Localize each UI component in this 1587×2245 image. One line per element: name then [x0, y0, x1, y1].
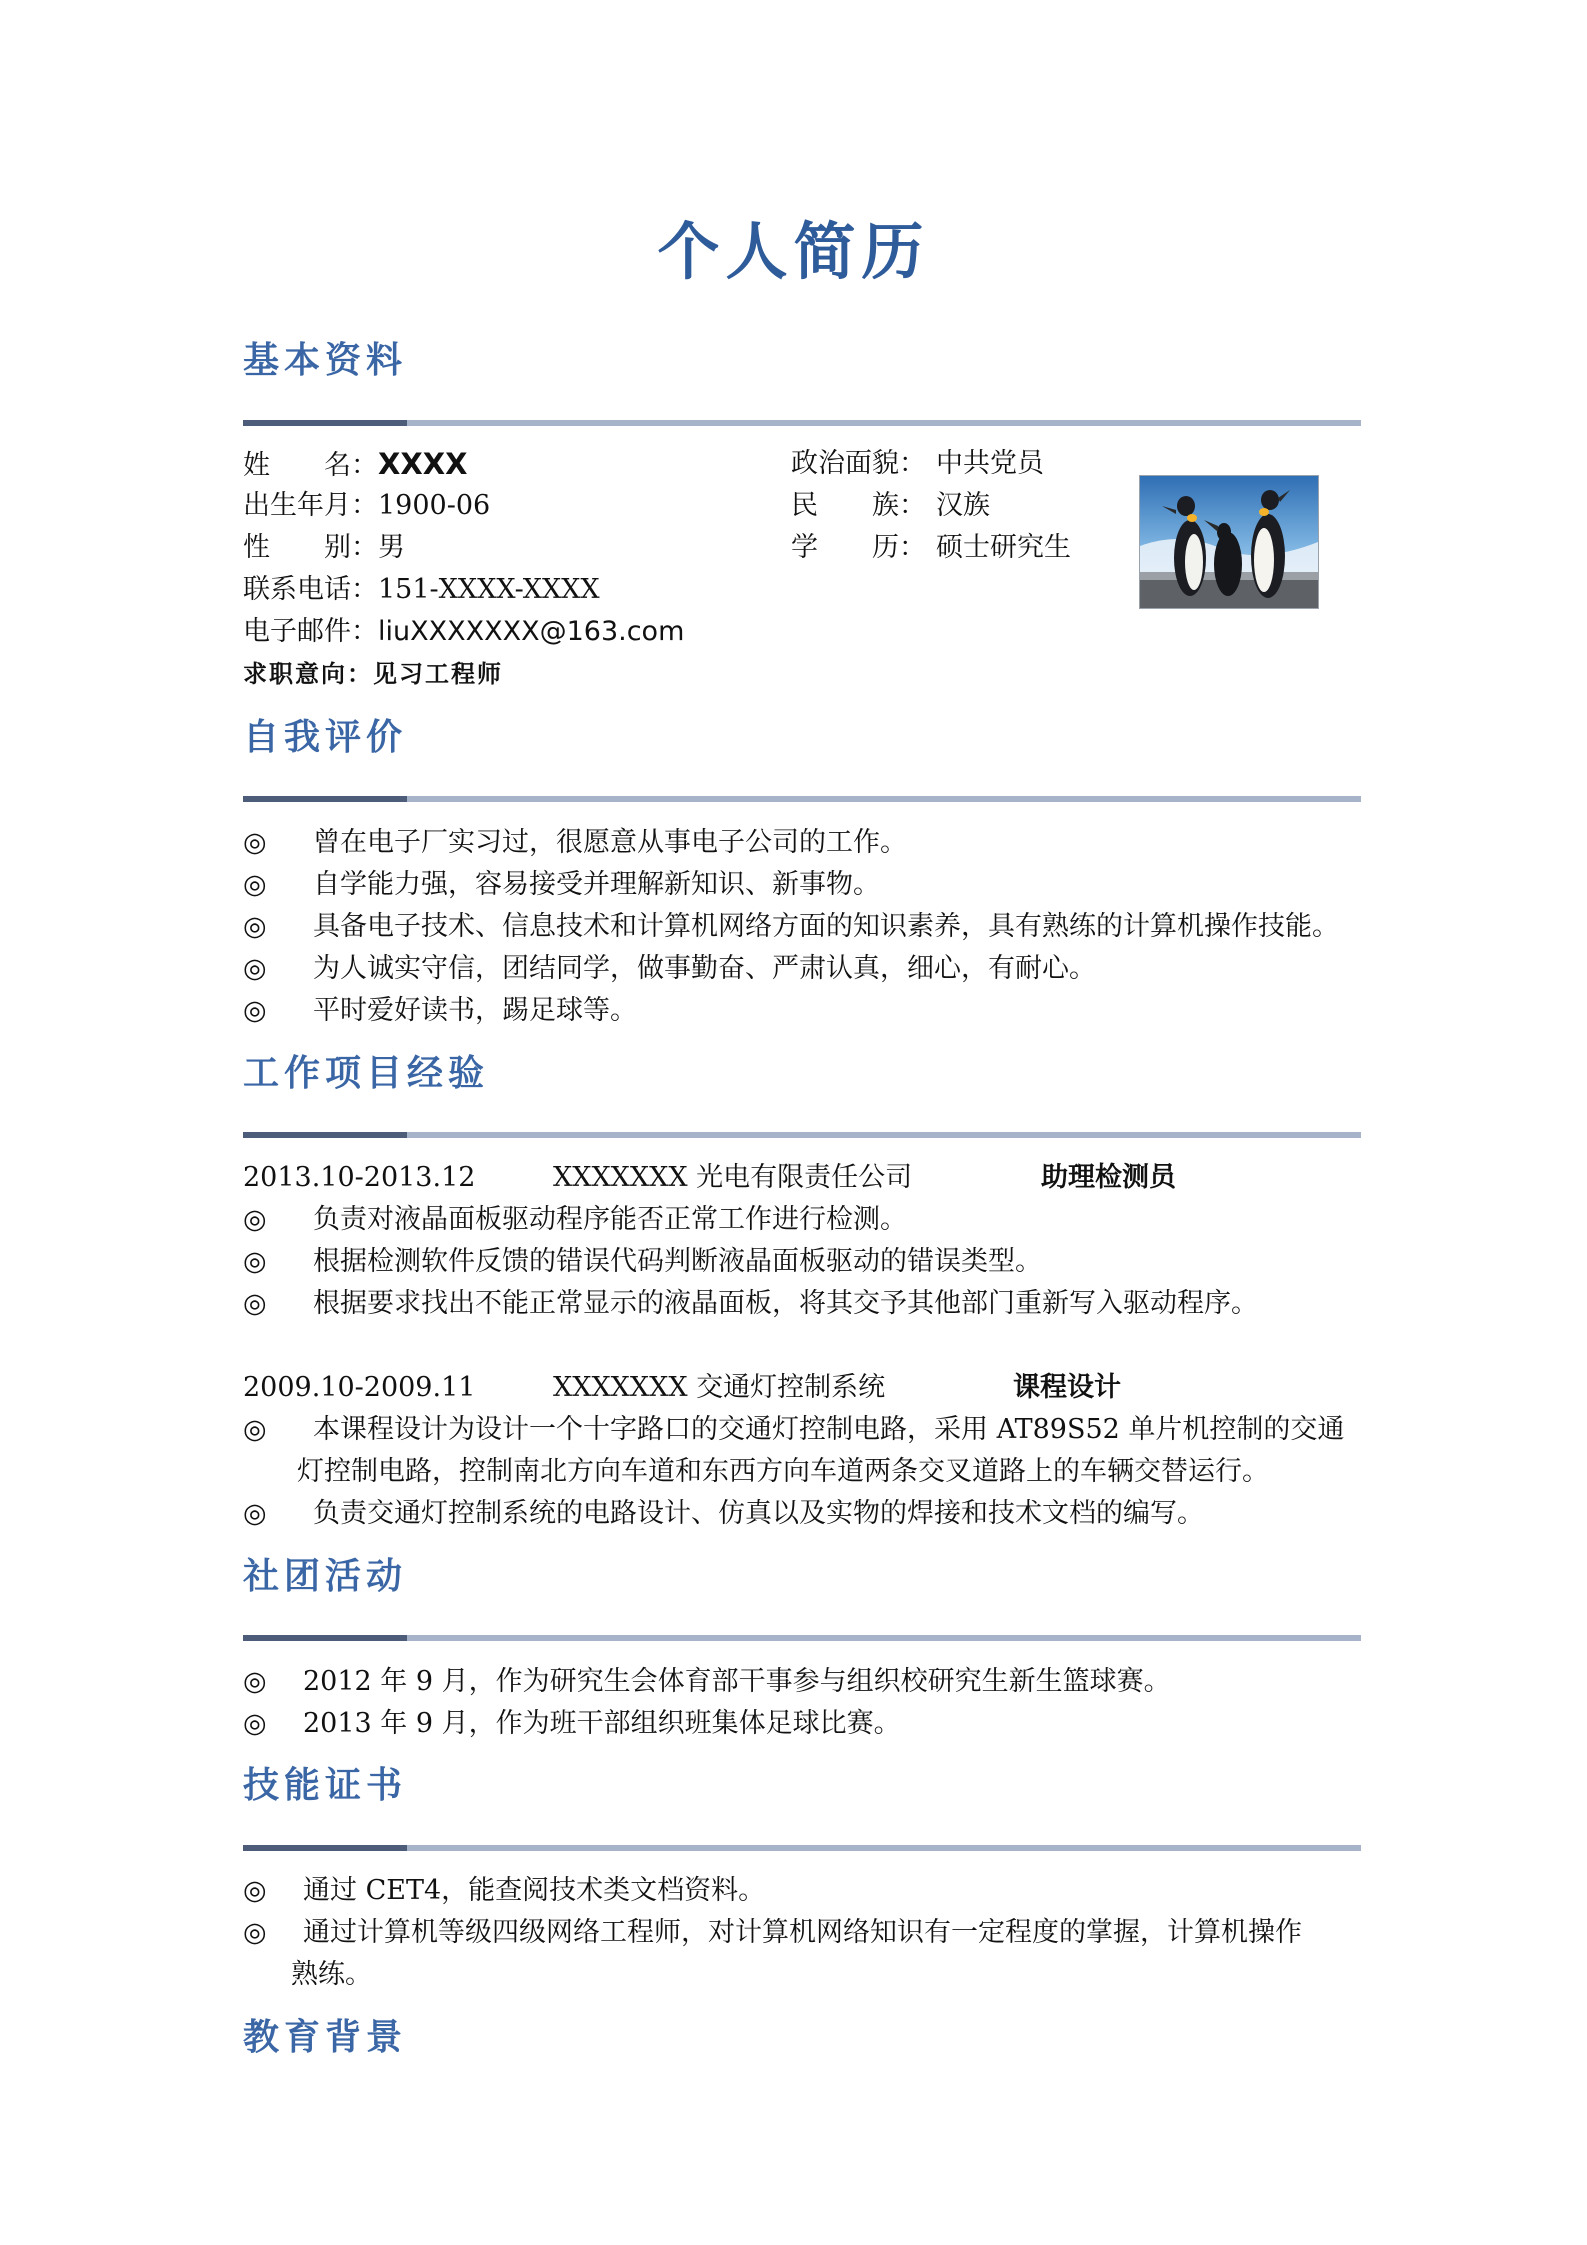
self-eval-item: 为人诚实守信，团结同学，做事勤奋、严肃认真，细心，有耐心。 — [313, 953, 1096, 984]
job-item: 根据检测软件反馈的错误代码判断液晶面板驱动的错误类型。 — [313, 1246, 1042, 1277]
bullet-icon: ◎ — [243, 827, 267, 858]
bullet-icon: ◎ — [243, 1875, 267, 1906]
bullet-icon: ◎ — [243, 911, 267, 942]
name-row — [243, 446, 467, 484]
birth-row — [243, 488, 490, 524]
ethnic-label: 民 族： — [791, 490, 926, 521]
profile-photo — [1139, 475, 1319, 609]
bullet-icon: ◎ — [243, 1288, 267, 1319]
ethnic-row — [791, 488, 990, 524]
bullet-icon: ◎ — [243, 1204, 267, 1235]
bullet-icon: ◎ — [243, 1917, 267, 1948]
job-role: 助理检测员 — [1041, 1162, 1176, 1193]
clubs-rule — [243, 1635, 1361, 1641]
phone-row — [243, 572, 600, 608]
self-eval-rule — [243, 796, 1361, 802]
email-value: liuXXXXXXX@163.com — [378, 616, 685, 647]
job-item: 本课程设计为设计一个十字路口的交通灯控制电路，采用 AT89S52 单片机控制的交通 — [313, 1414, 1345, 1445]
ethnic-value: 汉族 — [936, 490, 990, 521]
bullet-icon: ◎ — [243, 995, 267, 1026]
job-item: 负责对液晶面板驱动程序能否正常工作进行检测。 — [313, 1204, 907, 1235]
bullet-icon: ◎ — [243, 1414, 267, 1445]
skill-item: 通过计算机等级四级网络工程师，对计算机网络知识有一定程度的掌握，计算机操作 — [303, 1917, 1302, 1948]
bullet-icon: ◎ — [243, 1246, 267, 1277]
education-heading: 教育背景 — [243, 2016, 408, 2058]
birth-value: 1900-06 — [378, 490, 491, 521]
job-item: 根据要求找出不能正常显示的液晶面板，将其交予其他部门重新写入驱动程序。 — [313, 1288, 1258, 1319]
job-row — [243, 656, 503, 692]
self-eval-item: 具备电子技术、信息技术和计算机网络方面的知识素养，具有熟练的计算机操作技能。 — [313, 911, 1339, 942]
clubs-heading: 社团活动 — [243, 1555, 408, 1597]
edu-row — [791, 530, 1071, 566]
basic-info-rule — [243, 420, 1361, 426]
politics-value: 中共党员 — [936, 448, 1044, 479]
job-org: XXXXXXX 交通灯控制系统 — [553, 1372, 886, 1403]
basic-info-heading: 基本资料 — [243, 339, 408, 381]
job-value: 见习工程师 — [373, 659, 503, 688]
skills-heading: 技能证书 — [243, 1764, 408, 1806]
skill-item-continued: 熟练。 — [291, 1959, 372, 1990]
politics-label: 政治面貌： — [791, 448, 926, 479]
gender-label: 性 别： — [243, 532, 378, 563]
gender-row — [243, 530, 405, 566]
club-item: 2013 年 9 月，作为班干部组织班集体足球比赛。 — [303, 1708, 901, 1739]
gender-value: 男 — [378, 532, 405, 563]
email-row — [243, 614, 684, 650]
self-eval-item: 平时爱好读书，踢足球等。 — [313, 995, 637, 1026]
bullet-icon: ◎ — [243, 1498, 267, 1529]
job-period: 2009.10-2009.11 — [243, 1372, 476, 1403]
job-item: 负责交通灯控制系统的电路设计、仿真以及实物的焊接和技术文档的编写。 — [313, 1498, 1204, 1529]
job-period: 2013.10-2013.12 — [243, 1162, 476, 1193]
work-rule — [243, 1132, 1361, 1138]
edu-label: 学 历： — [791, 532, 926, 563]
bullet-icon: ◎ — [243, 869, 267, 900]
job-item-continued: 灯控制电路，控制南北方向车道和东西方向车道两条交叉道路上的车辆交替运行。 — [297, 1456, 1269, 1487]
job-org: XXXXXXX 光电有限责任公司 — [553, 1162, 913, 1193]
club-item: 2012 年 9 月，作为研究生会体育部干事参与组织校研究生新生篮球赛。 — [303, 1666, 1171, 1697]
self-eval-item: 曾在电子厂实习过，很愿意从事电子公司的工作。 — [313, 827, 907, 858]
bullet-icon: ◎ — [243, 1666, 267, 1697]
phone-value: 151-XXXX-XXXX — [378, 574, 600, 605]
self-eval-item: 自学能力强，容易接受并理解新知识、新事物。 — [313, 869, 880, 900]
skills-rule — [243, 1845, 1361, 1851]
work-heading: 工作项目经验 — [243, 1052, 490, 1094]
job-role: 课程设计 — [1013, 1372, 1121, 1403]
self-eval-heading: 自我评价 — [243, 716, 408, 758]
edu-value: 硕士研究生 — [936, 532, 1071, 563]
name-value: XXXX — [378, 447, 468, 481]
job-label: 求职意向： — [243, 659, 373, 688]
name-label: 姓 名： — [243, 450, 378, 481]
politics-row — [791, 446, 1044, 482]
penguins-photo-icon — [1140, 476, 1318, 608]
bullet-icon: ◎ — [243, 1708, 267, 1739]
phone-label: 联系电话： — [243, 574, 378, 605]
email-label: 电子邮件： — [243, 616, 378, 647]
birth-label: 出生年月： — [243, 490, 378, 521]
page-title: 个人简历 — [657, 215, 930, 288]
bullet-icon: ◎ — [243, 953, 267, 984]
skill-item: 通过 CET4，能查阅技术类文档资料。 — [303, 1875, 766, 1906]
